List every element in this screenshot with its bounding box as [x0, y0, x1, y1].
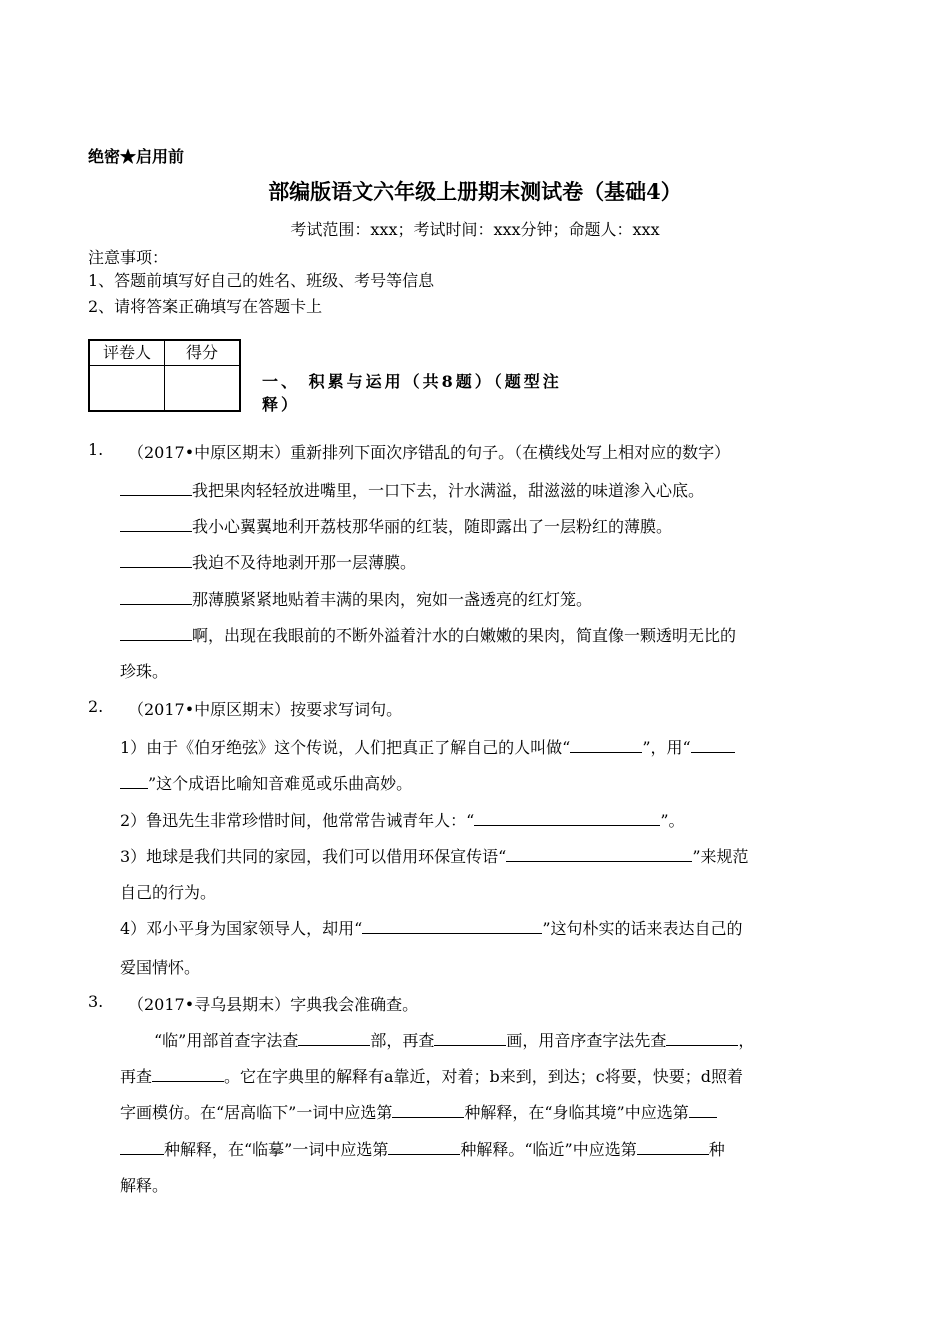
answer-blank[interactable] — [392, 1103, 464, 1118]
paragraph-line — [120, 1064, 743, 1087]
text: 部，再查 — [370, 1031, 435, 1050]
text: 再查 — [120, 1067, 153, 1086]
answer-blank[interactable] — [666, 1031, 738, 1046]
paragraph-line — [154, 1028, 754, 1051]
text: ”，用“ — [642, 738, 691, 757]
text: 1）由于《伯牙绝弦》这个传说，人们把真正了解自己的人叫做“ — [120, 738, 571, 757]
answer-blank[interactable] — [691, 738, 735, 753]
exam-info: 考试范围：xxx；考试时间：xxx分钟；命题人：xxx — [290, 220, 660, 239]
text: 字画模仿。在“居高临下”一词中应选第 — [120, 1103, 393, 1122]
grader-header: 评卷人 — [89, 340, 165, 366]
sub-question — [120, 808, 685, 831]
reorder-line — [120, 514, 672, 537]
text: ”这句朴实的话来表达自己的 — [542, 919, 743, 938]
text: 种解释，在“临摹”一词中应选第 — [164, 1140, 389, 1159]
text: ， — [738, 1031, 755, 1050]
question-number: 3. — [88, 992, 104, 1011]
section-heading — [262, 370, 562, 416]
question-stem: （2017•寻乌县期末）字典我会准确查。 — [128, 995, 419, 1014]
section-heading-line: 释） — [262, 395, 301, 414]
sub-question — [120, 844, 749, 867]
answer-blank[interactable] — [570, 738, 642, 753]
text: 种解释。“临近”中应选第 — [460, 1140, 637, 1159]
text: 4）邓小平身为国家领导人，却用“ — [120, 919, 363, 938]
answer-blank[interactable] — [388, 1140, 460, 1155]
answer-blank[interactable] — [689, 1103, 717, 1118]
sub-question: 爱国情怀。 — [120, 958, 201, 977]
answer-blank[interactable] — [434, 1031, 506, 1046]
sentence: 我小心翼翼地利开荔枝那华丽的红装，随即露出了一层粉红的薄膜。 — [192, 517, 673, 536]
reorder-line — [120, 587, 592, 610]
text: 3）地球是我们共同的家园，我们可以借用环保宣传语“ — [120, 847, 507, 866]
sentence: 啊，出现在我眼前的不断外溢着汁水的白嫩嫩的果肉，简直像一颗透明无比的 — [192, 626, 737, 645]
question-stem: （2017•中原区期末）重新排列下面次序错乱的句子。（在横线处写上相对应的数字） — [128, 443, 731, 462]
answer-blank[interactable] — [362, 919, 542, 934]
text: 种解释，在“身临其境”中应选第 — [464, 1103, 689, 1122]
sub-question — [120, 771, 412, 794]
score-table — [88, 339, 241, 412]
text: “临”用部首查字法查 — [154, 1031, 299, 1050]
text: ”来规范 — [692, 847, 749, 866]
answer-blank[interactable] — [120, 590, 192, 605]
notice-item: 1、答题前填写好自己的姓名、班级、考号等信息 — [88, 271, 435, 290]
question-number: 1. — [88, 440, 104, 459]
question-number: 2. — [88, 697, 104, 716]
sub-question: 自己的行为。 — [120, 883, 217, 902]
paragraph-line — [120, 1100, 717, 1123]
reorder-line — [120, 478, 704, 501]
reorder-line — [120, 623, 736, 646]
notice-heading: 注意事项： — [88, 248, 169, 267]
paragraph-line: 解释。 — [120, 1176, 169, 1195]
reorder-line — [120, 550, 416, 573]
sentence-continuation: 珍珠。 — [120, 662, 169, 681]
text: 种 — [708, 1140, 725, 1159]
page-title: 部编版语文六年级上册期末测试卷（基础4） — [268, 179, 682, 204]
paragraph-line — [120, 1137, 725, 1160]
sentence: 我迫不及待地剥开那一层薄膜。 — [192, 553, 417, 572]
answer-blank[interactable] — [120, 1140, 164, 1155]
section-heading-line: 一、 积累与运用（共8题）（题型注 — [262, 372, 562, 391]
sub-question — [120, 916, 743, 939]
text: 。它在字典里的解释有a靠近，对着；b来到，到达；c将要，快要；d照着 — [224, 1067, 744, 1086]
secret-label: 绝密★启用前 — [88, 147, 185, 166]
sentence: 我把果肉轻轻放进嘴里，一口下去，汁水满溢，甜滋滋的味道渗入心底。 — [192, 481, 705, 500]
answer-blank[interactable] — [637, 1140, 709, 1155]
answer-blank[interactable] — [120, 517, 192, 532]
answer-blank[interactable] — [120, 626, 192, 641]
text: 2）鲁迅先生非常珍惜时间，他常常告诫青年人：“ — [120, 811, 475, 830]
text: 画，用音序查字法先查 — [506, 1031, 667, 1050]
score-cell — [165, 366, 241, 412]
text: ”。 — [660, 811, 685, 830]
score-header: 得分 — [165, 340, 241, 366]
notice-item: 2、请将答案正确填写在答题卡上 — [88, 297, 323, 316]
sentence: 那薄膜紧紧地贴着丰满的果肉，宛如一盏透亮的红灯笼。 — [192, 590, 593, 609]
answer-blank[interactable] — [506, 847, 692, 862]
answer-blank[interactable] — [120, 553, 192, 568]
answer-blank[interactable] — [298, 1031, 370, 1046]
sub-question — [120, 735, 735, 758]
grader-cell — [89, 366, 165, 412]
question-stem: （2017•中原区期末）按要求写词句。 — [128, 700, 403, 719]
answer-blank[interactable] — [120, 774, 148, 789]
answer-blank[interactable] — [152, 1067, 224, 1082]
answer-blank[interactable] — [120, 481, 192, 496]
text: ”这个成语比喻知音难觅或乐曲高妙。 — [148, 774, 413, 793]
answer-blank[interactable] — [474, 811, 660, 826]
